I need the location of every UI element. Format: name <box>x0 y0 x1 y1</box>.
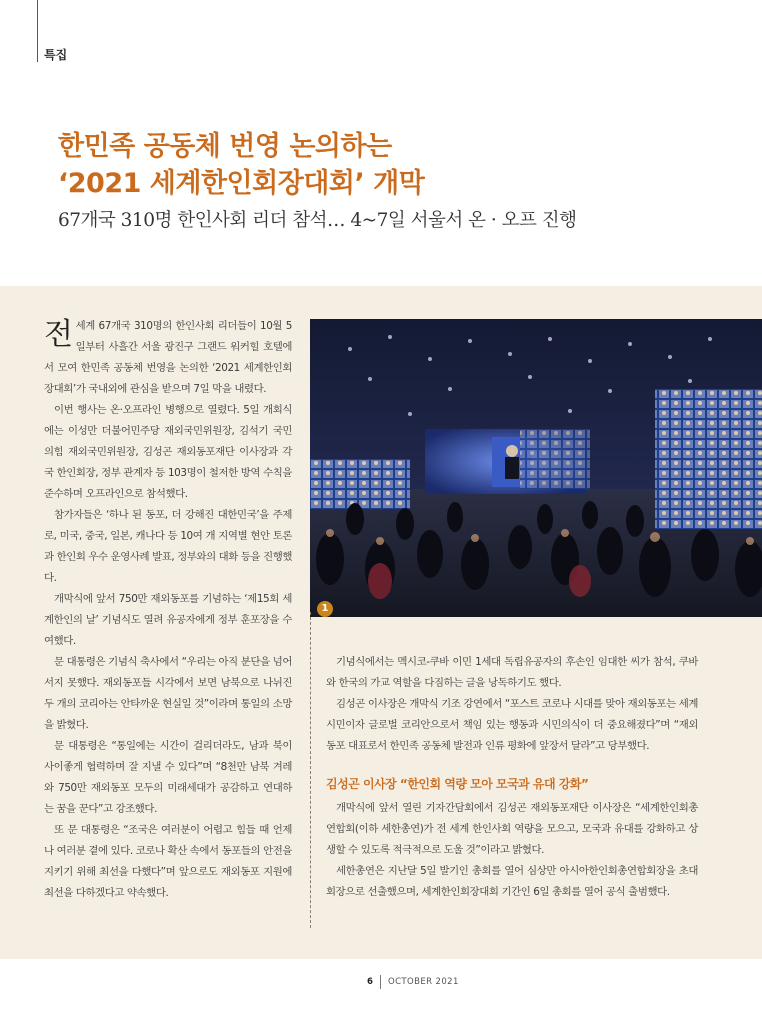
paragraph-6: 문 대통령은 “통일에는 시간이 걸리더라도, 남과 북이 사이좋게 협력하며 잘 지낼 수 있다”며 “8천만 남북 겨레와 750만 재외동포 모두의 미래세대가 공감하고 연대하는 꿈을 꾼다”고 강조했다. <box>44 740 292 815</box>
paragraph-3: 참가자들은 ‘하나 된 동포, 더 강해진 대한민국’을 주제로, 미국, 중국, 일본, 캐나다 등 10여 개 지역별 현안 토론과 한인회 우수 운영사례 발표, 정부와의 대화 등을 진행했다. <box>44 509 292 584</box>
paragraph-10: 개막식에 앞서 열린 기자간담회에서 김성곤 재외동포재단 이사장은 “세계한인회총연합회(이하 세한총연)가 전 세계 한인사회 역량을 모으고, 모국과 유대를 강화하고 상생할 수 있도록 적극적으로 도울 것”이라고 밝혔다. <box>326 802 698 856</box>
issue-label: OCTOBER 2021 <box>388 977 459 987</box>
event-photo <box>310 319 762 617</box>
page-footer <box>0 975 762 991</box>
paragraph-5: 문 대통령은 기념식 축사에서 “우리는 아직 분단을 넘어서지 못했다. 재외동포들 시각에서 보면 남북으로 나뉘진 두 개의 코리아는 안타까운 현실일 것”이라며 통일의 소망을 밝혔다. <box>44 656 292 731</box>
article-subtitle: 67개국 310명 한인사회 리더 참석… 4~7일 서울서 온 · 오프 진행 <box>58 210 577 231</box>
dropcap: 전 <box>44 317 73 352</box>
paragraph-7: 또 문 대통령은 “조국은 여러분이 어렵고 힘들 때 언제나 여러분 곁에 있다. 코로나 확산 속에서 동포들의 안전을 지키기 위해 최선을 다했다”며 앞으로도 재외동포 지원에 최선을 다하겠다고 약속했다. <box>44 824 292 899</box>
column-divider <box>310 612 311 928</box>
paragraph-2: 이번 행사는 온·오프라인 병행으로 열렸다. 5일 개회식에는 이성만 더불어민주당 재외국민위원장, 김석기 국민의힘 재외국민위원장, 김성곤 재외동포재단 이사장과 각국 한인회장, 정부 관계자 등 103명이 철저한 방역 수칙을 준수하며 오프라인으로 참석했다. <box>44 404 292 500</box>
title-line-1: 한민족 공동체 번영 논의하는 <box>58 131 392 162</box>
right-column <box>326 652 698 903</box>
paragraph-8: 기념식에서는 멕시코-쿠바 이민 1세대 독립유공자의 후손인 임대한 씨가 참석, 쿠바와 한국의 가교 역할을 다짐하는 글을 낭독하기도 했다. <box>326 656 698 689</box>
article-title <box>58 128 718 202</box>
left-column <box>44 316 292 904</box>
paragraph-9: 김성곤 이사장은 개막식 기조 강연에서 “포스트 코로나 시대를 맞아 재외동포는 세계 시민이자 글로벌 코리안으로서 책임 있는 행동과 시민의식이 더 중요해졌다”며 “재외동포 대표로서 한민족 공동체 발전과 인류 평화에 앞장서 달라”고 당부했다. <box>326 698 698 752</box>
page-number: 6 <box>367 977 373 987</box>
paragraph-4: 개막식에 앞서 750만 재외동포를 기념하는 ‘제15회 세계한인의 날’ 기념식도 열려 유공자에게 정부 훈포장을 수여했다. <box>44 593 292 647</box>
paragraph-1-text: 세계 67개국 310명의 한인사회 리더들이 10월 5일부터 사흘간 서울 광진구 그랜드 워커힐 호텔에서 모여 한민족 공동체 번영을 논의한 ‘2021 세계한인회장대회’가 국내외에 관심을 받으며 7일 막을 내렸다. <box>44 320 292 395</box>
subheading: 김성곤 이사장 “한인회 역량 모아 모국과 유대 강화” <box>326 777 589 791</box>
title-line-2: ‘2021 세계한인회장대회’ 개막 <box>58 168 425 199</box>
section-label: 특집 <box>44 48 68 62</box>
paragraph-1 <box>44 316 292 400</box>
photo-number-badge: 1 <box>317 601 333 617</box>
paragraph-11: 세한총연은 지난달 5일 발기인 총회를 열어 심상만 아시아한인회총연합회장을 초대 회장으로 선출했으며, 세계한인회장대회 기간인 6일 총회를 열어 공식 출범했다. <box>326 865 698 898</box>
event-photo-illustration <box>310 319 762 617</box>
footer-divider <box>380 975 381 989</box>
header-rule <box>37 0 38 62</box>
